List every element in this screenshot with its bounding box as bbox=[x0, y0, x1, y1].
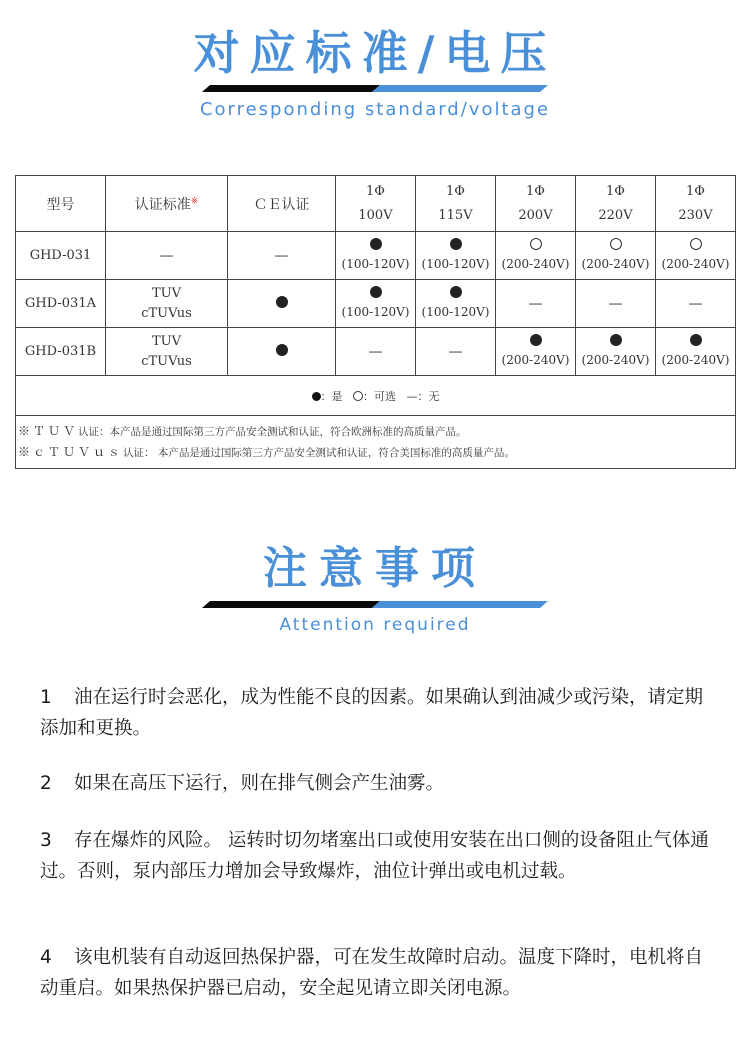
hollow-circle-icon bbox=[610, 238, 622, 250]
voltage-label: 220V bbox=[598, 207, 633, 223]
cell-ce bbox=[228, 232, 336, 280]
mark-wrap bbox=[416, 286, 495, 302]
filled-dot-icon bbox=[530, 334, 542, 346]
item-number: 2 bbox=[40, 773, 52, 794]
cell-voltage bbox=[656, 280, 736, 328]
cell-cert-standard bbox=[106, 280, 228, 328]
cell-voltage bbox=[416, 232, 496, 280]
section-title: 注意事项 bbox=[263, 543, 487, 594]
table-row bbox=[16, 280, 736, 328]
phase-label: 1Φ bbox=[366, 183, 385, 199]
spec-table bbox=[15, 175, 736, 469]
divider-dark-segment bbox=[202, 85, 380, 92]
legend-none: ：无 bbox=[417, 389, 440, 403]
section-subtitle: Corresponding standard/voltage bbox=[199, 99, 551, 120]
dash-icon: — bbox=[406, 389, 418, 403]
legend-row bbox=[16, 376, 736, 416]
voltage-range: (100-120V) bbox=[421, 304, 490, 319]
voltage-range: (200-240V) bbox=[581, 352, 650, 367]
filled-dot-icon bbox=[610, 334, 622, 346]
dash-icon: — bbox=[608, 295, 623, 312]
legend bbox=[16, 376, 736, 416]
filled-dot-icon bbox=[450, 286, 462, 298]
cell-voltage bbox=[496, 280, 576, 328]
item-number: 3 bbox=[40, 830, 52, 851]
item-text: 如果在高压下运行，则在排气侧会产生油雾。 bbox=[74, 773, 445, 794]
cell-voltage bbox=[656, 328, 736, 376]
cell-cert-standard bbox=[106, 232, 228, 280]
cell-voltage bbox=[576, 328, 656, 376]
header-voltage bbox=[416, 176, 496, 232]
cert-line: — bbox=[159, 247, 174, 264]
mark-wrap bbox=[336, 238, 415, 254]
legend-optional: ：可选 bbox=[363, 389, 396, 403]
section-subtitle: Attention required bbox=[279, 615, 471, 635]
voltage-range: (100-120V) bbox=[341, 256, 410, 271]
voltage-label: 230V bbox=[678, 207, 713, 223]
voltage-range: (200-240V) bbox=[661, 256, 730, 271]
cert-line: TUV bbox=[151, 285, 181, 301]
filled-dot-icon bbox=[312, 392, 321, 401]
hollow-circle-icon bbox=[353, 391, 363, 401]
header-voltage bbox=[336, 176, 416, 232]
cell-voltage bbox=[576, 232, 656, 280]
note-prefix: ※ｃＴＵＶｕｓ bbox=[18, 445, 124, 459]
mark-wrap bbox=[576, 334, 655, 350]
voltage-range: (200-240V) bbox=[501, 352, 570, 367]
dash-icon: — bbox=[368, 343, 383, 360]
cell-voltage bbox=[336, 328, 416, 376]
mark-wrap bbox=[496, 238, 575, 254]
mark-wrap bbox=[656, 238, 735, 254]
phase-label: 1Φ bbox=[446, 183, 465, 199]
voltage-label: 200V bbox=[518, 207, 553, 223]
hollow-circle-icon bbox=[690, 238, 702, 250]
divider-accent-segment bbox=[372, 601, 548, 608]
header-model: 型号 bbox=[16, 176, 106, 232]
note-ctuvus bbox=[18, 442, 735, 463]
filled-dot-icon bbox=[450, 238, 462, 250]
cert-line: cTUVus bbox=[141, 353, 192, 369]
section-divider bbox=[202, 601, 548, 608]
section-header-attention bbox=[0, 543, 750, 594]
note-text: 认证：本产品是通过国际第三方产品安全测试和认证，符合欧洲标准的高质量产品。 bbox=[78, 426, 467, 438]
table-body bbox=[16, 232, 736, 376]
cell-voltage bbox=[336, 280, 416, 328]
voltage-label: 115V bbox=[438, 207, 473, 223]
mark-wrap bbox=[656, 334, 735, 350]
note-text: 认证： 本产品是通过国际第三方产品安全测试和认证，符合美国标准的高质量产品。 bbox=[123, 447, 515, 459]
mark-wrap bbox=[336, 286, 415, 302]
filled-dot-icon bbox=[276, 296, 288, 308]
voltage-range: (100-120V) bbox=[341, 304, 410, 319]
attention-item bbox=[40, 942, 720, 1004]
attention-item bbox=[40, 768, 720, 799]
filled-dot-icon bbox=[370, 286, 382, 298]
filled-dot-icon bbox=[276, 344, 288, 356]
notes-row bbox=[16, 416, 736, 469]
item-number: 4 bbox=[40, 947, 52, 968]
dash-icon: — bbox=[528, 295, 543, 312]
cell-ce bbox=[228, 328, 336, 376]
notes bbox=[16, 416, 736, 469]
cert-line: TUV bbox=[151, 333, 181, 349]
hollow-circle-icon bbox=[530, 238, 542, 250]
voltage-range: (100-120V) bbox=[421, 256, 490, 271]
reference-mark: ※ bbox=[190, 195, 199, 206]
phase-label: 1Φ bbox=[686, 183, 705, 199]
legend-yes: ：是 bbox=[320, 389, 343, 403]
cell-voltage bbox=[416, 280, 496, 328]
cell-voltage bbox=[416, 328, 496, 376]
note-tuv bbox=[18, 421, 735, 442]
item-text: 该电机装有自动返回热保护器，可在发生故障时启动。温度下降时，电机将自动重启。如果热保护器已启动，安全起见请立即关闭电源。 bbox=[40, 947, 704, 999]
header-voltage bbox=[496, 176, 576, 232]
voltage-label: 100V bbox=[358, 207, 393, 223]
filled-dot-icon bbox=[370, 238, 382, 250]
header-cert-standard bbox=[106, 176, 228, 232]
section-divider bbox=[202, 85, 548, 92]
header-voltage bbox=[576, 176, 656, 232]
filled-dot-icon bbox=[690, 334, 702, 346]
section-title: 对应标准/电压 bbox=[193, 26, 557, 80]
item-text: 存在爆炸的风险。 运转时切勿堵塞出口或使用安装在出口侧的设备阻止气体通过。否则，泵内部压力增加会导致爆炸，油位计弹出或电机过载。 bbox=[40, 830, 709, 882]
section-header-standard bbox=[0, 26, 750, 80]
dash-icon: — bbox=[688, 295, 703, 312]
voltage-range: (200-240V) bbox=[581, 256, 650, 271]
table-header-row bbox=[16, 176, 736, 232]
phase-label: 1Φ bbox=[606, 183, 625, 199]
table-row bbox=[16, 328, 736, 376]
item-number: 1 bbox=[40, 687, 52, 708]
cell-model: GHD-031 bbox=[16, 232, 106, 280]
mark-wrap bbox=[416, 238, 495, 254]
voltage-range: (200-240V) bbox=[661, 352, 730, 367]
header-cert-standard-label: 认证标准 bbox=[134, 196, 191, 213]
mark-wrap bbox=[496, 334, 575, 350]
dash-icon: — bbox=[274, 247, 289, 264]
header-voltage bbox=[656, 176, 736, 232]
table-row bbox=[16, 232, 736, 280]
note-prefix: ※ＴＵＶ bbox=[18, 424, 79, 438]
divider-accent-segment bbox=[372, 85, 548, 92]
phase-label: 1Φ bbox=[526, 183, 545, 199]
cell-voltage bbox=[496, 232, 576, 280]
cell-voltage bbox=[656, 232, 736, 280]
attention-item bbox=[40, 682, 720, 744]
voltage-range: (200-240V) bbox=[501, 256, 570, 271]
item-text: 油在运行时会恶化，成为性能不良的因素。如果确认到油减少或污染，请定期添加和更换。 bbox=[40, 687, 704, 739]
divider-dark-segment bbox=[202, 601, 380, 608]
cell-model: GHD-031A bbox=[16, 280, 106, 328]
cell-model: GHD-031B bbox=[16, 328, 106, 376]
dash-icon: — bbox=[448, 343, 463, 360]
cell-voltage bbox=[576, 280, 656, 328]
mark-wrap bbox=[576, 238, 655, 254]
cert-line: cTUVus bbox=[141, 305, 192, 321]
cell-cert-standard bbox=[106, 328, 228, 376]
cell-ce bbox=[228, 280, 336, 328]
attention-item bbox=[40, 825, 720, 887]
cell-voltage bbox=[496, 328, 576, 376]
cell-voltage bbox=[336, 232, 416, 280]
header-ce: ＣＥ认证 bbox=[228, 176, 336, 232]
